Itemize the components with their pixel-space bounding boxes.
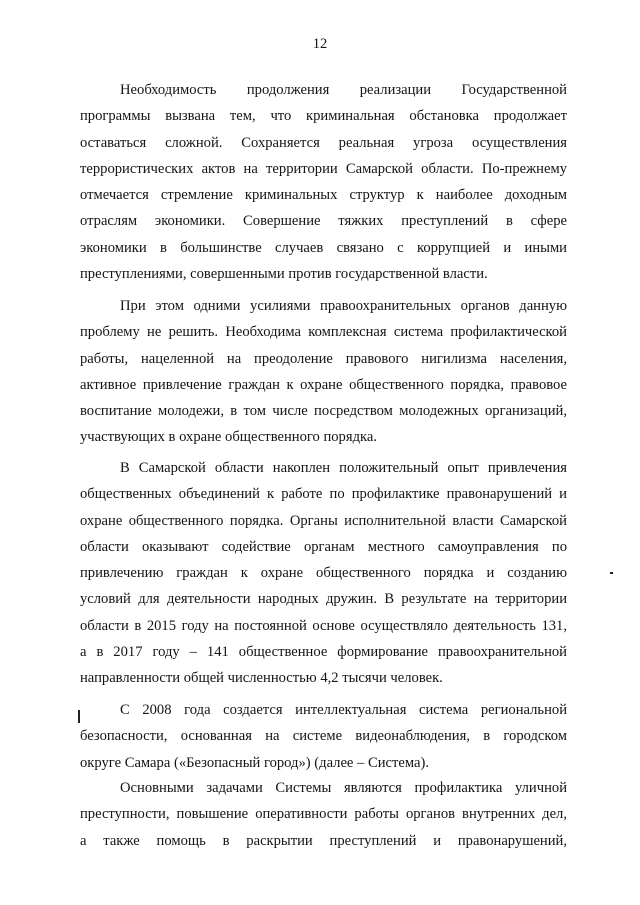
text-line: работы, нацеленной на преодоление правового нигилизма населения, (80, 350, 567, 367)
paragraph-5 (80, 776, 567, 855)
paragraph-4 (80, 698, 567, 777)
margin-speck (610, 572, 613, 574)
paragraph-2 (80, 294, 567, 452)
text-line: программы вызвана тем, что криминальная обстановка продолжает (80, 108, 567, 125)
text-line: направленности общей численностью 4,2 тысячи человек. (80, 670, 443, 687)
text-line: отмечается стремление криминальных структур к наиболее доходным (80, 187, 567, 204)
paragraph-3 (80, 456, 567, 693)
text-line: участвующих в охране общественного порядка. (80, 429, 377, 446)
text-line: Основными задачами Системы являются профилактика уличной (120, 780, 567, 796)
text-line: проблему не решить. Необходима комплексная система профилактической (80, 324, 567, 341)
paragraph-1 (80, 78, 567, 288)
margin-mark (78, 710, 80, 723)
text-line: привлечению граждан к охране общественного порядка и созданию (80, 565, 567, 582)
text-line: области оказывают содействие органам местного самоуправления по (80, 538, 567, 555)
text-line: условий для деятельности народных дружин. В результате на территории (80, 591, 567, 608)
text-line: экономики в большинстве случаев связано с коррупцией и иными (80, 239, 567, 256)
text-line: преступности, повышение оперативности работы органов внутренних дел, (80, 806, 567, 823)
text-line: а также помощь в раскрытии преступлений и правонарушений, (80, 832, 567, 849)
text-line: При этом одними усилиями правоохранительных органов данную (120, 298, 567, 314)
text-line: округе Самара («Безопасный город») (далее – Система). (80, 754, 430, 771)
text-line: С 2008 года создается интеллектуальная система региональной (120, 702, 567, 718)
page-number: 12 (312, 36, 328, 52)
text-line: воспитание молодежи, в том числе посредством молодежных организаций, (80, 403, 567, 420)
text-line: охране общественного порядка. Органы исполнительной власти Самарской (80, 512, 567, 529)
text-line: общественных объединений к работе по профилактике правонарушений и (80, 486, 567, 503)
text-line: террористических актов на территории Самарской области. По-прежнему (80, 160, 567, 177)
text-line: а в 2017 году – 141 общественное формирование правоохранительной (80, 644, 567, 661)
text-line: области в 2015 году на постоянной основе осуществляло деятельность 131, (80, 617, 567, 634)
text-line: безопасности, основанная на системе видеонаблюдения, в городском (80, 728, 567, 745)
text-line: активное привлечение граждан к охране общественного порядка, правовое (80, 376, 567, 393)
text-line: отраслям экономики. Совершение тяжких преступлений в сфере (80, 213, 567, 230)
text-line: оставаться сложной. Сохраняется реальная угроза осуществления (80, 134, 567, 151)
text-line: Необходимость продолжения реализации Государственной (120, 82, 567, 98)
text-line: преступлениями, совершенными против государственной власти. (80, 266, 488, 283)
text-line: В Самарской области накоплен положительный опыт привлечения (120, 460, 567, 476)
